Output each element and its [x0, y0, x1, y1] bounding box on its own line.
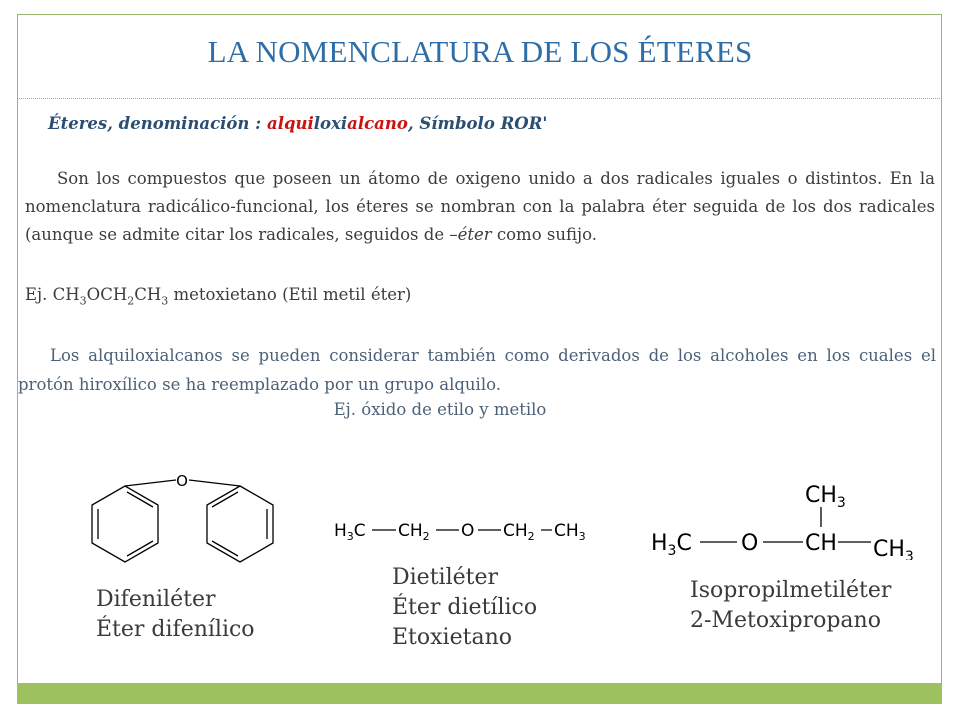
molecule-name: Etoxietano [392, 625, 512, 650]
title-divider [17, 98, 942, 99]
definition-italic: –éter [449, 225, 492, 244]
example-oxide: Ej. óxido de etilo y metilo [333, 400, 547, 419]
slide-title: LA NOMENCLATURA DE LOS ÉTERES [207, 34, 753, 69]
group-oxygen: O [741, 531, 759, 556]
subtitle-part1: Éteres, denominación : [48, 114, 268, 133]
group-ch3-right: $CH_3$ [873, 537, 914, 560]
diphenyl-ether-structure [80, 470, 290, 590]
molecule-name: Isopropilmetiléter [690, 578, 892, 603]
group-ch: CH [805, 531, 837, 556]
derivation-paragraph: Los alquiloxialcanos se pueden considerar también como derivados de los alcoholes en los cuales el protón hiroxílico se ha reemplazado por un grupo alquilo. [18, 346, 936, 394]
molecule-name: Difeniléter [96, 587, 216, 612]
formula-subscript: 3 [79, 294, 87, 308]
footer-bar [17, 683, 942, 704]
formula-part: Ej. CH [25, 285, 80, 304]
subtitle-part3: , Símbolo ROR' [407, 114, 548, 133]
diethyl-ether-names [392, 563, 537, 653]
molecule-name: Dietiléter [392, 565, 499, 590]
group-ch2-right: $CH_2$ [503, 521, 535, 543]
molecule-name: Éter difenílico [96, 617, 255, 642]
formula-subscript: 3 [161, 294, 169, 308]
group-ch3: $CH_3$ [554, 521, 586, 543]
group-ch3-top: $CH_3$ [805, 483, 846, 511]
definition-paragraph [25, 165, 935, 249]
isopropyl-methyl-ether-names [690, 576, 891, 636]
definition-main: Son los compuestos que poseen un átomo de oxigeno unido a dos radicales iguales o distintos. En la nomenclatura radicálico-funcional, los éteres se nombran con la palabra éter seguida de los dos radicales (aunque se admite citar los radicales, seguidos de [25, 169, 935, 244]
formula-subscript: 2 [127, 294, 135, 308]
oxygen-atom-label: O [176, 472, 188, 490]
subtitle-part2: loxi [313, 114, 348, 133]
group-h3c: $H_3C$ [651, 531, 692, 559]
formula-part: CH [134, 285, 162, 304]
group-h3c: $H_3C$ [334, 521, 366, 543]
subtitle-highlight-alqui: alqui [267, 114, 314, 133]
molecule-name: 2-Metoxipropano [690, 608, 881, 633]
subtitle-highlight-alcano: alcano [347, 114, 408, 133]
subtitle [48, 114, 547, 133]
formula-name: metoxietano (Etil metil éter) [168, 285, 412, 304]
diethyl-ether-structure [330, 510, 600, 550]
group-ch2-left: $CH_2$ [398, 521, 430, 543]
molecule-name: Éter dietílico [392, 595, 538, 620]
formula-part: OCH [86, 285, 128, 304]
isopropyl-methyl-ether-structure [645, 470, 935, 560]
example-formula [25, 285, 411, 307]
diphenyl-ether-names [96, 585, 255, 645]
group-oxygen: O [461, 521, 475, 541]
definition-end: como sufijo. [491, 225, 597, 244]
